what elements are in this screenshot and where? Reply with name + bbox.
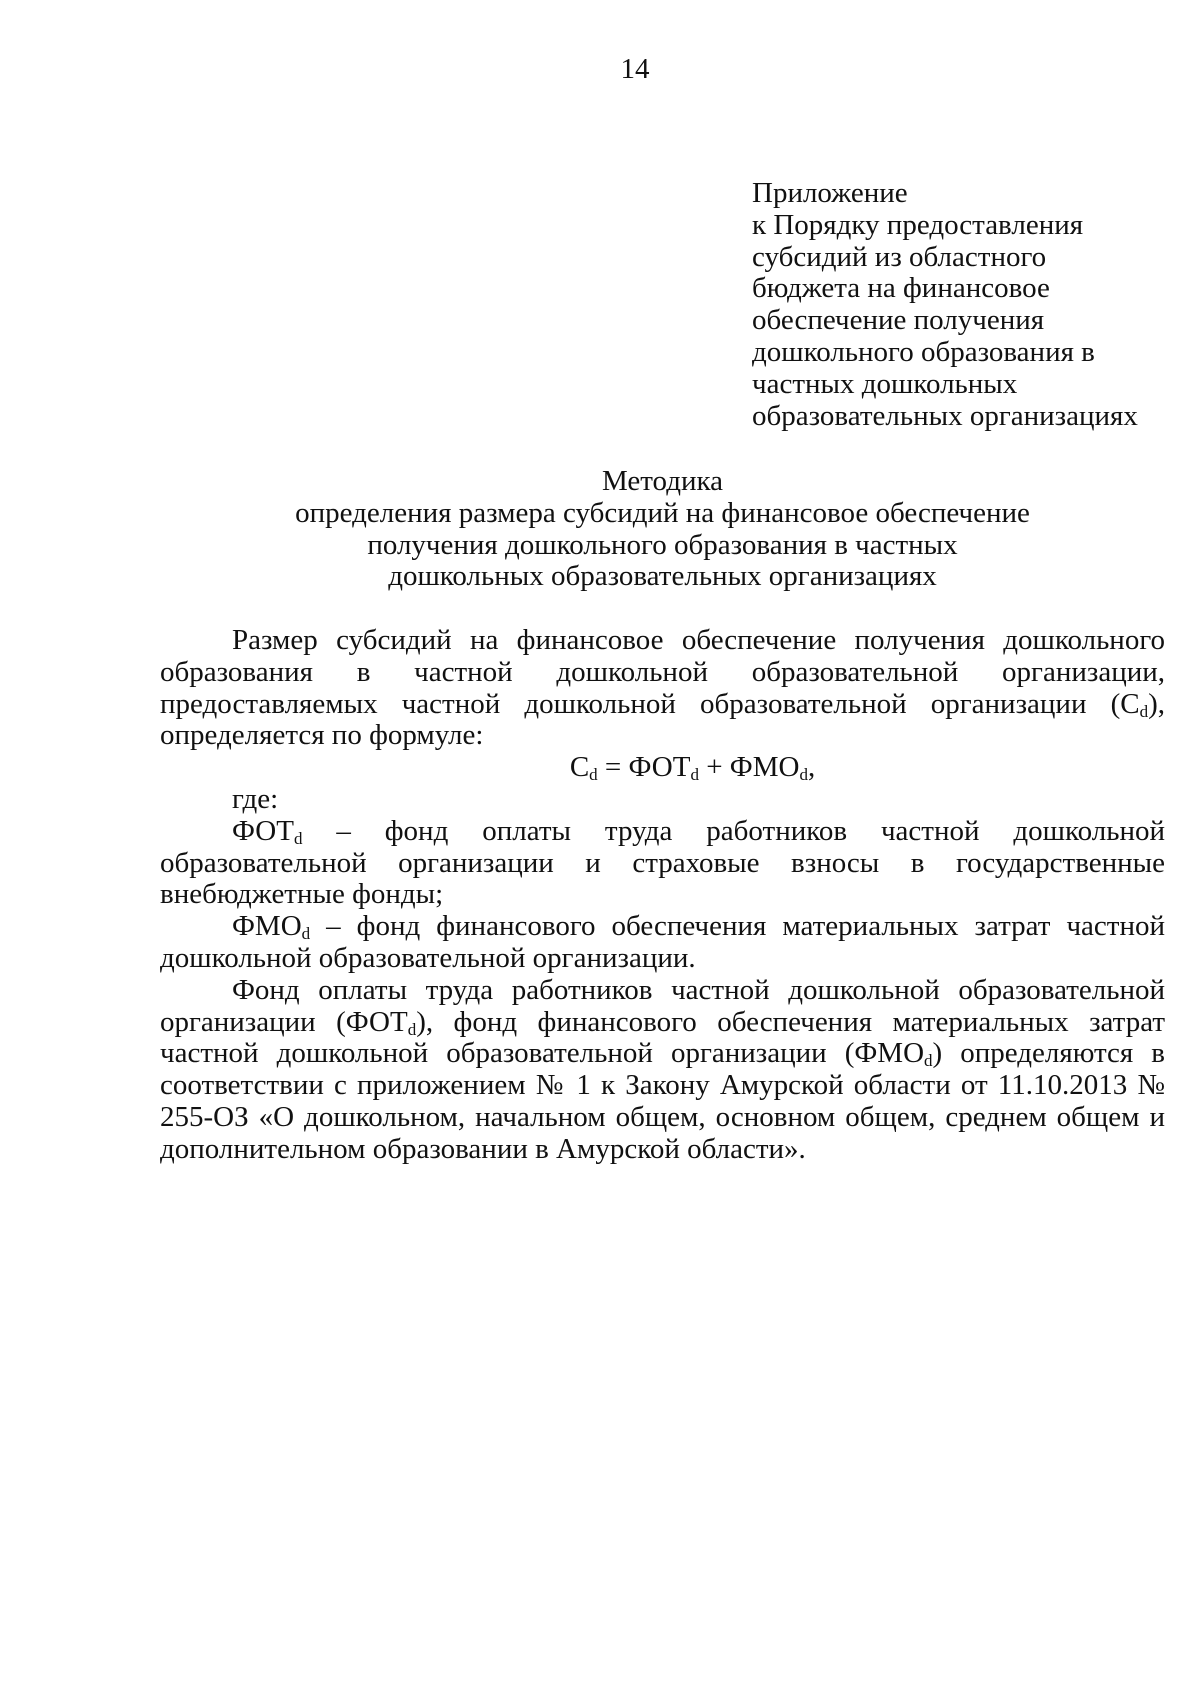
appendix-line: субсидий из областного bbox=[752, 240, 1047, 273]
formula-end: , bbox=[807, 751, 816, 784]
intro-text: Размер субсидий на финансовое обеспечение получения дошкольного образования в частной дошкольной образовательной организации, предоставляемых частной дошкольной образовательной организации (C bbox=[160, 624, 1165, 720]
final-subscript-1: d bbox=[407, 1019, 417, 1039]
title-line: получения дошкольного образования в частных bbox=[367, 528, 958, 561]
definition-fot bbox=[160, 816, 1165, 911]
formula-lhs: C bbox=[569, 751, 590, 784]
fmo-definition-text: – фонд финансового обеспечения материальных затрат частной дошкольной образовательной организации. bbox=[160, 910, 1165, 974]
final-text-3: ) определяются в соответствии с приложением № 1 к Закону Амурской области от 11.10.2013 № 255-ОЗ «О дошкольном, начальном общем, основном общем, среднем общем и дополнительном образовании в Амурской области». bbox=[160, 1037, 1165, 1165]
fmo-term-subscript: d bbox=[301, 924, 311, 944]
appendix-line: частных дошкольных bbox=[752, 367, 1018, 400]
formula-fot-subscript: d bbox=[690, 765, 699, 785]
appendix-line: образовательных организациях bbox=[752, 399, 1138, 432]
formula-lhs-subscript: d bbox=[589, 765, 598, 785]
intro-subscript: d bbox=[1139, 701, 1149, 721]
page-number: 14 bbox=[620, 53, 650, 85]
intro-text-end: ), определяется по формуле: bbox=[160, 687, 1165, 752]
fot-definition-text: – фонд оплаты труда работников частной дошкольной образовательной организации и страховые взносы в государственные внебюджетные фонды; bbox=[160, 814, 1165, 911]
appendix-header bbox=[752, 178, 1172, 432]
fot-term-subscript: d bbox=[293, 828, 303, 848]
title-line: дошкольных образовательных организациях bbox=[388, 560, 937, 593]
formula-fmo-subscript: d bbox=[799, 765, 808, 785]
appendix-line: к Порядку предоставления bbox=[752, 208, 1084, 241]
formula-fot: = ФОТ bbox=[597, 751, 691, 784]
formula-fmo: + ФМО bbox=[698, 751, 800, 784]
final-paragraph bbox=[160, 975, 1165, 1166]
fot-term: ФОТ bbox=[232, 814, 294, 847]
appendix-line: бюджета на финансовое bbox=[752, 272, 1050, 305]
where-label: где: bbox=[232, 782, 279, 815]
document-body bbox=[160, 625, 1165, 1166]
document-title bbox=[160, 466, 1165, 593]
appendix-line: обеспечение получения bbox=[752, 304, 1045, 337]
final-text-2: ), фонд финансового обеспечения материальных затрат частной дошкольной образовательной организации (ФМО bbox=[160, 1005, 1165, 1070]
definition-fmo bbox=[160, 911, 1165, 975]
formula bbox=[160, 752, 1165, 784]
title-line: определения размера субсидий на финансовое обеспечение bbox=[295, 496, 1030, 529]
appendix-line: Приложение bbox=[752, 177, 908, 209]
intro-paragraph bbox=[160, 625, 1165, 752]
fmo-term: ФМО bbox=[232, 910, 302, 943]
title-line: Методика bbox=[601, 465, 724, 497]
final-text-1: Фонд оплаты труда работников частной дошкольной образовательной организации (ФОТ bbox=[160, 973, 1165, 1038]
appendix-line: дошкольного образования в bbox=[752, 335, 1095, 368]
final-subscript-2: d bbox=[924, 1051, 933, 1071]
